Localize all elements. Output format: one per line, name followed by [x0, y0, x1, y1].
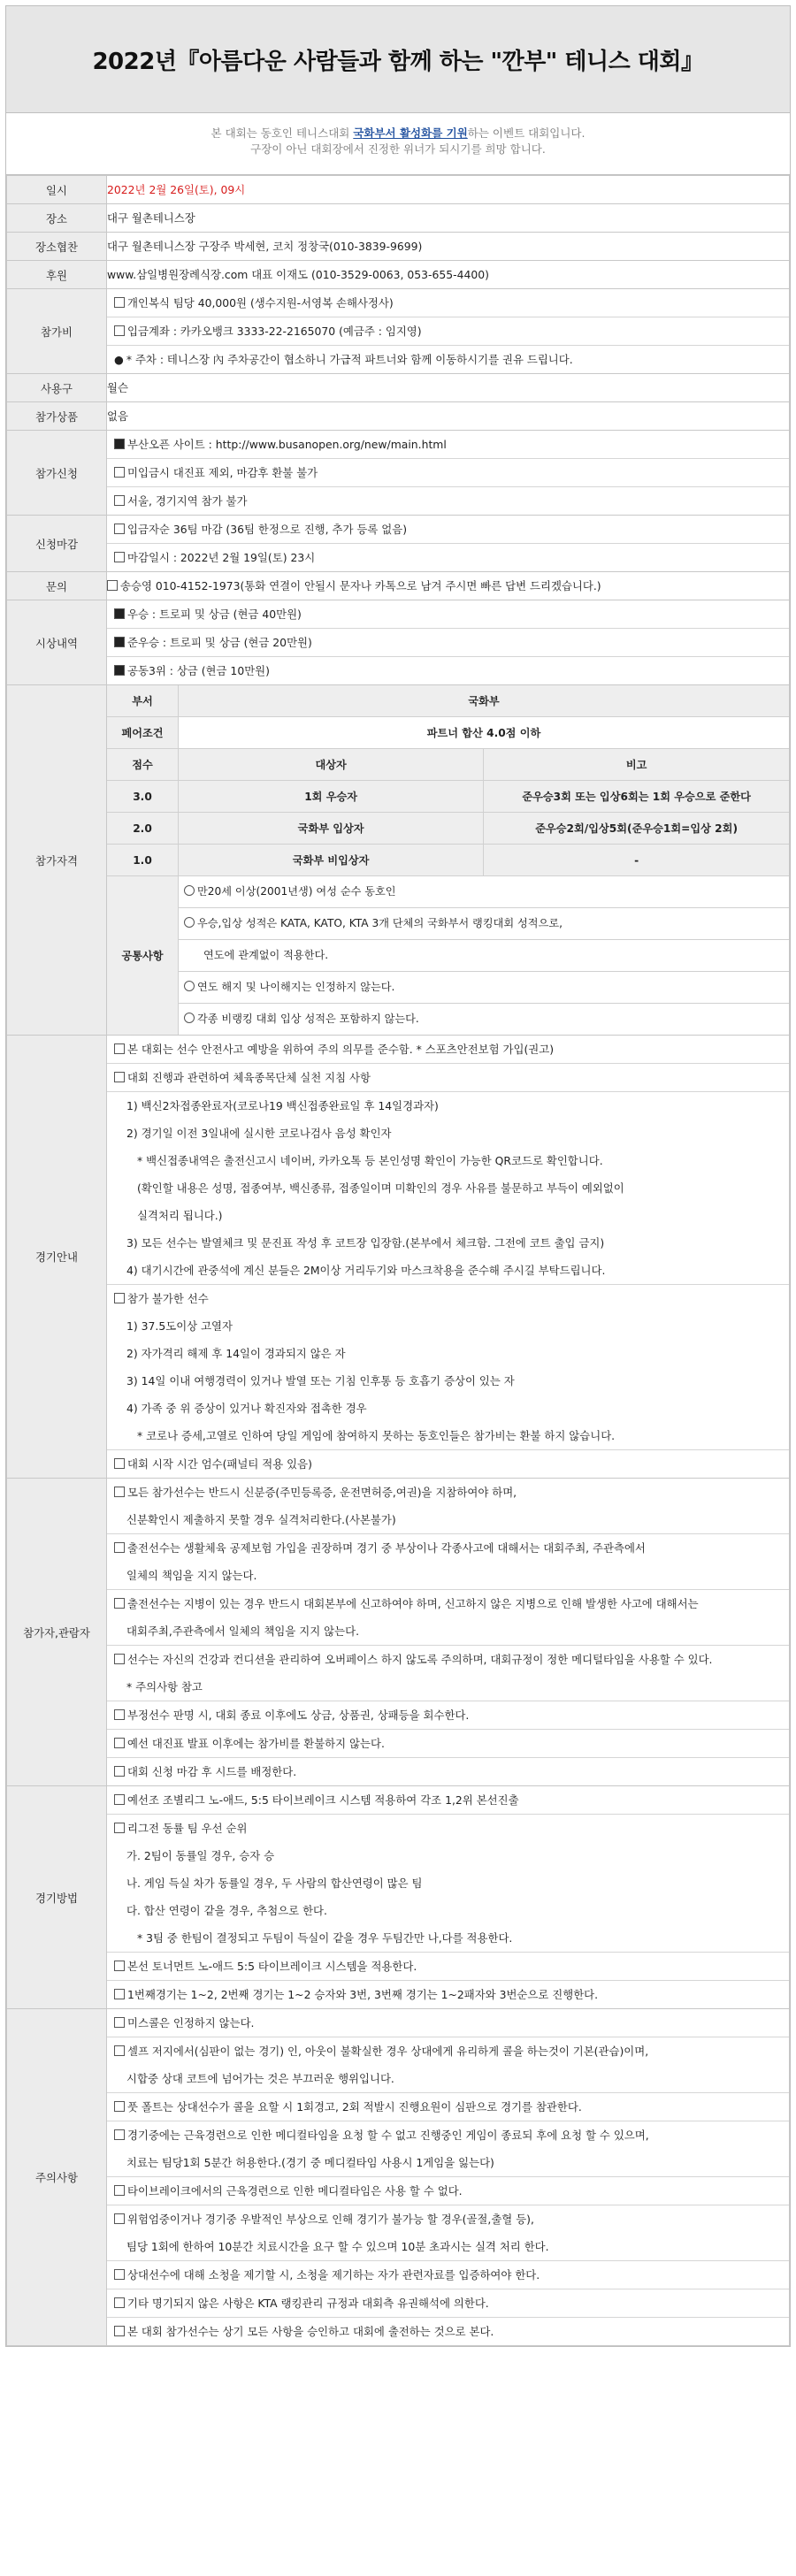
list-item	[179, 876, 789, 908]
list-item: * 주의사항 참고	[107, 1673, 789, 1701]
caution-line: 경기중에는 근육경련으로 인한 메디컬타임을 요청 할 수 없고 진행중인 게임이 종료되 후에 요청 할 수 있으며,	[127, 2129, 649, 2142]
row-label-date: 일시	[7, 176, 107, 204]
row-label-sponsor: 후원	[7, 261, 107, 289]
caution-line: 본 대회 참가선수는 상기 모든 사항을 승인하고 대회에 출전하는 것으로 본다.	[127, 2325, 494, 2338]
checkbox-icon	[114, 2326, 125, 2336]
list-item	[107, 2121, 789, 2149]
list-item	[179, 908, 789, 940]
checkbox-filled-icon	[114, 608, 125, 619]
list-item: 시합중 상대 코트에 넘어가는 것은 부끄러운 행위입니다.	[107, 2065, 789, 2093]
guide-line: 본 대회는 선수 안전사고 예방을 위하여 주의 의무를 준수함. * 스포츠안전보험 가입(권고)	[127, 1043, 555, 1056]
checkbox-icon	[114, 1654, 125, 1664]
list-item	[179, 940, 789, 972]
list-item: 3) 모든 선수는 발열체크 및 문진표 작성 후 코트장 입장함.(본부에서 체크함. 그전에 코트 출입 금지)	[126, 1236, 605, 1250]
row-label-fee: 참가비	[7, 289, 107, 374]
apply-site-link[interactable]: 부산오픈 사이트 : http://www.busanopen.org/new/main.html	[127, 438, 447, 451]
bullet-icon: ●	[114, 353, 124, 366]
venue-support-value: 대구 월촌테니스장 구장주 박세현, 코치 정창국(010-3839-9699)	[107, 233, 790, 261]
list-item: 다. 합산 연령이 같을 경우, 추첨으로 한다.	[126, 1904, 327, 1917]
checkbox-icon	[114, 2017, 125, 2028]
list-item	[107, 2318, 789, 2345]
checkbox-icon	[114, 2045, 125, 2056]
list-item: 4) 가족 중 위 증상이 있거나 확진자와 접촉한 경우	[126, 1402, 367, 1415]
list-item	[179, 972, 789, 1004]
list-item: (확인할 내용은 성명, 접종여부, 백신종류, 접종일이며 미확인의 경우 사유를 불문하고 부득이 예외없이	[137, 1181, 624, 1195]
common-line: 만20세 이상(2001년생) 여성 순수 동호인	[197, 885, 396, 898]
caution-cell	[107, 2009, 790, 2346]
document-page	[5, 5, 791, 2347]
row-label-gift: 참가상품	[7, 402, 107, 431]
fee-line: 입금계좌 : 카카오뱅크 3333-22-2165070 (예금주 : 임지영)	[127, 325, 422, 338]
list-item: 2) 자가격리 해제 후 14일이 경과되지 않은 자	[126, 1347, 346, 1360]
award-line: 공동3위 : 상금 (현금 10만원)	[127, 664, 270, 677]
list-item	[107, 431, 789, 459]
list-item	[107, 317, 789, 346]
intro-line-1	[17, 126, 779, 141]
list-item	[107, 1036, 789, 1064]
pair-value: 파트너 합산 4.0점 이하	[179, 717, 790, 749]
list-item	[107, 1479, 789, 1506]
list-item	[107, 1786, 789, 1815]
deadline-cell	[107, 516, 790, 572]
method-line: 본선 토너먼트 노-애드 5:5 타이브레이크 시스템을 적용한다.	[127, 1960, 417, 1973]
apply-cell	[107, 431, 790, 516]
row-label-contact: 문의	[7, 572, 107, 600]
list-item	[107, 1815, 789, 1842]
checkbox-icon	[107, 580, 118, 591]
row-label-method: 경기방법	[7, 1786, 107, 2009]
checkbox-icon	[114, 2269, 125, 2280]
award-line: 준우승 : 트로피 및 상금 (현금 20만원)	[127, 636, 312, 649]
checkbox-icon	[114, 297, 125, 308]
list-item	[107, 629, 789, 657]
guide-line: 대회 진행과 관련하여 체육종목단체 실천 지침 사항	[127, 1071, 371, 1084]
intro-text	[6, 113, 790, 175]
list-item	[107, 1730, 789, 1758]
checkbox-icon	[114, 495, 125, 506]
list-item	[107, 1285, 789, 1312]
checkbox-filled-icon	[114, 665, 125, 676]
apply-line: 서울, 경기지역 참가 불가	[127, 494, 248, 508]
list-item: * 코로나 증세,고열로 인하여 당일 게임에 참여하지 못하는 동호인들은 참가비는 환불 하지 않습니다.	[107, 1422, 789, 1450]
checkbox-icon	[114, 1961, 125, 1971]
award-line: 우승 : 트로피 및 상금 (현금 40만원)	[127, 608, 302, 621]
checkbox-icon	[114, 1823, 125, 1833]
row-label-apply: 참가신청	[7, 431, 107, 516]
checkbox-filled-icon	[114, 637, 125, 647]
list-item	[107, 2261, 789, 2289]
list-item	[107, 459, 789, 487]
common-line: 우승,입상 성적은 KATA, KATO, KTA 3개 단체의 국화부서 랭킹대회 성적으로,	[197, 917, 563, 929]
info-table	[6, 175, 790, 2346]
checkbox-icon	[114, 1542, 125, 1553]
caution-line: 타이브레이크에서의 근육경련으로 인한 메디컬타임은 사용 할 수 없다.	[127, 2184, 463, 2198]
list-item	[107, 1646, 789, 1673]
apply-line: 미입금시 대진표 제외, 마감후 환불 불가	[127, 466, 318, 479]
checkbox-icon	[114, 1709, 125, 1720]
method-line: 리그전 동률 팀 우선 순위	[127, 1822, 248, 1835]
list-item	[107, 657, 789, 684]
common-line: 각종 비랭킹 대회 입상 성적은 포함하지 않는다.	[197, 1013, 419, 1025]
division-value: 국화부	[179, 685, 790, 717]
players-cell	[107, 1479, 790, 1786]
list-item: * 백신접종내역은 출전신고시 네이버, 카카오톡 등 본인성명 확인이 가능한 QR코드로 확인합니다.	[137, 1154, 603, 1167]
checkbox-icon	[114, 1598, 125, 1609]
intro-highlight-link[interactable]: 국화부서 활성화를 기원	[353, 126, 468, 140]
players-line: 출전선수는 지병이 있는 경우 반드시 대회본부에 신고하여야 하며, 신고하지 않은 지병으로 인해 발생한 사고에 대해서는	[127, 1597, 699, 1610]
checkbox-icon	[114, 2297, 125, 2308]
players-line: 출전선수는 생활체육 공제보험 가입을 권장하며 경기 중 부상이나 각종사고에 대해서는 대회주최, 주관측에서	[127, 1541, 646, 1555]
row-label-venue: 장소	[7, 204, 107, 233]
deadline-line: 마감일시 : 2022년 2월 19일(토) 23시	[127, 551, 316, 564]
list-item	[107, 544, 789, 571]
common-label: 공통사항	[107, 876, 179, 1036]
list-item	[107, 1064, 789, 1092]
list-item	[107, 2289, 789, 2318]
intro-pre: 본 대회는 동호인 테니스대회	[210, 126, 354, 140]
players-line: 부정선수 판명 시, 대회 종료 이후에도 상금, 상품권, 상패등을 회수한다.	[127, 1708, 470, 1722]
list-item	[107, 1701, 789, 1730]
fee-line: * 주차 : 테니스장 內 주차공간이 협소하니 가급적 파트너와 함께 이동하시기를 권유 드립니다.	[126, 353, 573, 366]
caution-line: 상대선수에 대해 소청을 제기할 시, 소청을 제기하는 자가 관련자료를 입증하여야 한다.	[127, 2268, 540, 2282]
list-item	[107, 1590, 789, 1617]
caution-line: 풋 폴트는 상대선수가 콜을 요할 시 1회경고, 2회 적발시 진행요원이 심판으로 경기를 참관한다.	[127, 2100, 582, 2114]
guide-cell	[107, 1036, 790, 1479]
list-item	[107, 289, 789, 317]
score-note: -	[484, 845, 789, 876]
list-item	[107, 2177, 789, 2205]
col-target: 대상자	[179, 749, 484, 781]
ball-value: 월슨	[107, 374, 790, 402]
checkbox-icon	[114, 1738, 125, 1748]
checkbox-icon	[114, 2185, 125, 2196]
score-value: 3.0	[107, 781, 179, 813]
list-item: 3) 14일 이내 여행경력이 있거나 발열 또는 기침 인후통 등 호흡기 증상이 있는 자	[126, 1374, 515, 1387]
list-item	[107, 1981, 789, 2008]
list-item: * 3팀 중 한팀이 결정되고 두팀이 득실이 같을 경우 두팀간만 나,다를 적용한다.	[107, 1924, 789, 1953]
guide-line: 대회 시작 시간 엄수(패널티 적용 있음)	[127, 1457, 312, 1471]
title-bar	[6, 6, 790, 113]
caution-line: 위험엄중이거나 경기중 우발적인 부상으로 인해 경기가 불가능 할 경우(골절,출혈 등),	[127, 2213, 534, 2226]
checkbox-icon	[114, 2101, 125, 2112]
awards-cell	[107, 600, 790, 685]
row-label-venue-support: 장소협찬	[7, 233, 107, 261]
list-item	[107, 2037, 789, 2065]
checkbox-icon	[114, 1072, 125, 1082]
fee-cell	[107, 289, 790, 374]
checkbox-icon	[114, 1487, 125, 1497]
list-item	[107, 1450, 789, 1478]
score-note: 준우승3회 또는 입상6회는 1회 우승으로 준한다	[484, 781, 789, 813]
score-target: 국화부 비입상자	[179, 845, 484, 876]
row-label-awards: 시상내역	[7, 600, 107, 685]
checkbox-icon	[114, 1794, 125, 1805]
list-item: 신분확인시 제출하지 못할 경우 실격처리한다.(사본불가)	[107, 1506, 789, 1534]
list-item	[107, 2093, 789, 2121]
row-label-caution: 주의사항	[7, 2009, 107, 2346]
checkbox-icon	[114, 325, 125, 336]
date-value: 2022년 2월 26일(토), 09시	[107, 176, 790, 204]
list-item: 1) 백신2차접종완료자(코로나19 백신접종완료일 후 14일경과자)	[126, 1099, 439, 1112]
circle-icon	[184, 1013, 195, 1023]
checkbox-icon	[114, 1458, 125, 1469]
caution-line: 미스콜은 인정하지 않는다.	[127, 2016, 255, 2029]
list-item: 4) 대기시간에 관중석에 계신 분들은 2M이상 거리두기와 마스크착용을 준수해 주시길 부탁드립니다.	[107, 1257, 789, 1285]
players-line: 예선 대진표 발표 이후에는 참가비를 환불하지 않는다.	[127, 1737, 385, 1750]
score-note: 준우승2회/입상5회(준우승1회=입상 2회)	[484, 813, 789, 845]
list-item	[107, 1758, 789, 1785]
pair-label: 페어조건	[107, 717, 179, 749]
checkbox-icon	[114, 1293, 125, 1303]
page-title: 2022년『아름다운 사람들과 함께 하는 "깐부" 테니스 대회』	[92, 48, 704, 75]
list-item	[107, 1534, 789, 1562]
list-item: 치료는 팀당1회 5분간 허용한다.(경기 중 메디컬타임 사용시 1게임을 잃는다)	[107, 2149, 789, 2177]
intro-post: 하는 이벤트 대회입니다.	[467, 126, 586, 140]
list-item	[107, 487, 789, 515]
common-line: 연도 해지 및 나이해지는 인정하지 않는다.	[197, 981, 395, 993]
deadline-line: 입금자순 36팀 마감 (36팀 한정으로 진행, 추가 등록 없음)	[127, 523, 408, 536]
col-score: 점수	[107, 749, 179, 781]
list-item: 일체의 책임을 지지 않는다.	[107, 1562, 789, 1590]
score-value: 1.0	[107, 845, 179, 876]
guide-line: 참가 불가한 선수	[127, 1292, 209, 1305]
list-item: 2) 경기일 이전 3일내에 실시한 코로나검사 음성 확인자	[126, 1127, 392, 1140]
contact-value: 송승영 010-4152-1973(통화 연결이 안될시 문자나 카톡으로 남겨 주시면 빠른 답변 드리겠습니다.)	[120, 578, 601, 592]
method-line: 1번째경기는 1~2, 2번째 경기는 1~2 승자와 3번, 3번째 경기는 1~2패자와 3번순으로 진행한다.	[127, 1988, 599, 2001]
list-item: 1) 37.5도이상 고열자	[126, 1319, 233, 1333]
sponsor-value: www.삼일병원장례식장.com 대표 이재도 (010-3529-0063, 053-655-4400)	[107, 261, 790, 289]
checkbox-icon	[114, 1989, 125, 1999]
list-item	[179, 1004, 789, 1035]
list-item: 실격처리 됩니다.)	[137, 1209, 223, 1222]
score-target: 국화부 입상자	[179, 813, 484, 845]
row-label-qualification: 참가자격	[7, 685, 107, 1036]
qualification-table	[107, 685, 789, 1035]
checkbox-icon	[114, 467, 125, 478]
venue-value: 대구 월촌테니스장	[107, 204, 790, 233]
checkbox-icon	[114, 2213, 125, 2224]
fee-line: 개인복식 팀당 40,000원 (생수지원-서영복 손해사정사)	[127, 296, 394, 310]
score-target: 1회 우승자	[179, 781, 484, 813]
players-line: 모든 참가선수는 반드시 신분증(주민등록증, 운전면허증,여권)을 지참하여야 하며,	[127, 1486, 517, 1499]
circle-icon	[184, 917, 195, 928]
row-label-guide: 경기안내	[7, 1036, 107, 1479]
checkbox-filled-icon	[114, 439, 125, 449]
circle-icon	[184, 981, 195, 991]
row-label-deadline: 신청마감	[7, 516, 107, 572]
method-line: 예선조 조별리그 노-애드, 5:5 타이브레이크 시스템 적용하여 각조 1,2위 본선진출	[127, 1793, 519, 1807]
players-line: 대회 신청 마감 후 시드를 배정한다.	[127, 1765, 297, 1778]
list-item	[107, 516, 789, 544]
contact-cell	[107, 572, 790, 600]
qualification-cell	[107, 685, 790, 1036]
row-label-players: 참가자,관람자	[7, 1479, 107, 1786]
circle-icon	[184, 885, 195, 896]
list-item	[107, 1953, 789, 1981]
checkbox-icon	[114, 552, 125, 562]
list-item	[107, 346, 789, 373]
list-item	[107, 600, 789, 629]
list-item: 나. 게임 득실 차가 동률일 경우, 두 사람의 합산연령이 많은 팀	[126, 1877, 423, 1890]
checkbox-icon	[114, 1766, 125, 1777]
score-value: 2.0	[107, 813, 179, 845]
list-item: 가. 2팀이 동률일 경우, 승자 승	[126, 1849, 275, 1862]
list-item: 팀당 1회에 한하여 10분간 치료시간을 요구 할 수 있으며 10분 초과시는 실격 처리 한다.	[107, 2233, 789, 2261]
row-label-ball: 사용구	[7, 374, 107, 402]
checkbox-icon	[114, 524, 125, 534]
caution-line: 셀프 저지에서(심판이 없는 경기) 인, 아웃이 불확실한 경우 상대에게 유리하게 콜을 하는것이 기본(관습)이며,	[127, 2045, 649, 2058]
players-line: 선수는 자신의 건강과 컨디션을 관리하여 오버페이스 하지 않도록 주의하며, 대회규정이 정한 메디털타임을 사용할 수 있다.	[127, 1653, 713, 1666]
list-item	[107, 2205, 789, 2233]
list-item	[107, 2009, 789, 2037]
method-cell	[107, 1786, 790, 2009]
common-line: 연도에 관계없이 적용한다.	[203, 949, 329, 961]
list-item: 대회주최,주관측에서 일체의 책임을 지지 않는다.	[107, 1617, 789, 1646]
col-note: 비고	[484, 749, 789, 781]
common-cell	[179, 876, 790, 1036]
intro-line-2: 구장이 아닌 대회장에서 진정한 위너가 되시기를 희망 합니다.	[250, 142, 546, 156]
checkbox-icon	[114, 2129, 125, 2140]
gift-value: 없음	[107, 402, 790, 431]
caution-line: 기타 명기되지 않은 사항은 KTA 랭킹관리 규정과 대회측 유권해석에 의한다.	[127, 2297, 489, 2310]
checkbox-icon	[114, 1043, 125, 1054]
division-label: 부서	[107, 685, 179, 717]
